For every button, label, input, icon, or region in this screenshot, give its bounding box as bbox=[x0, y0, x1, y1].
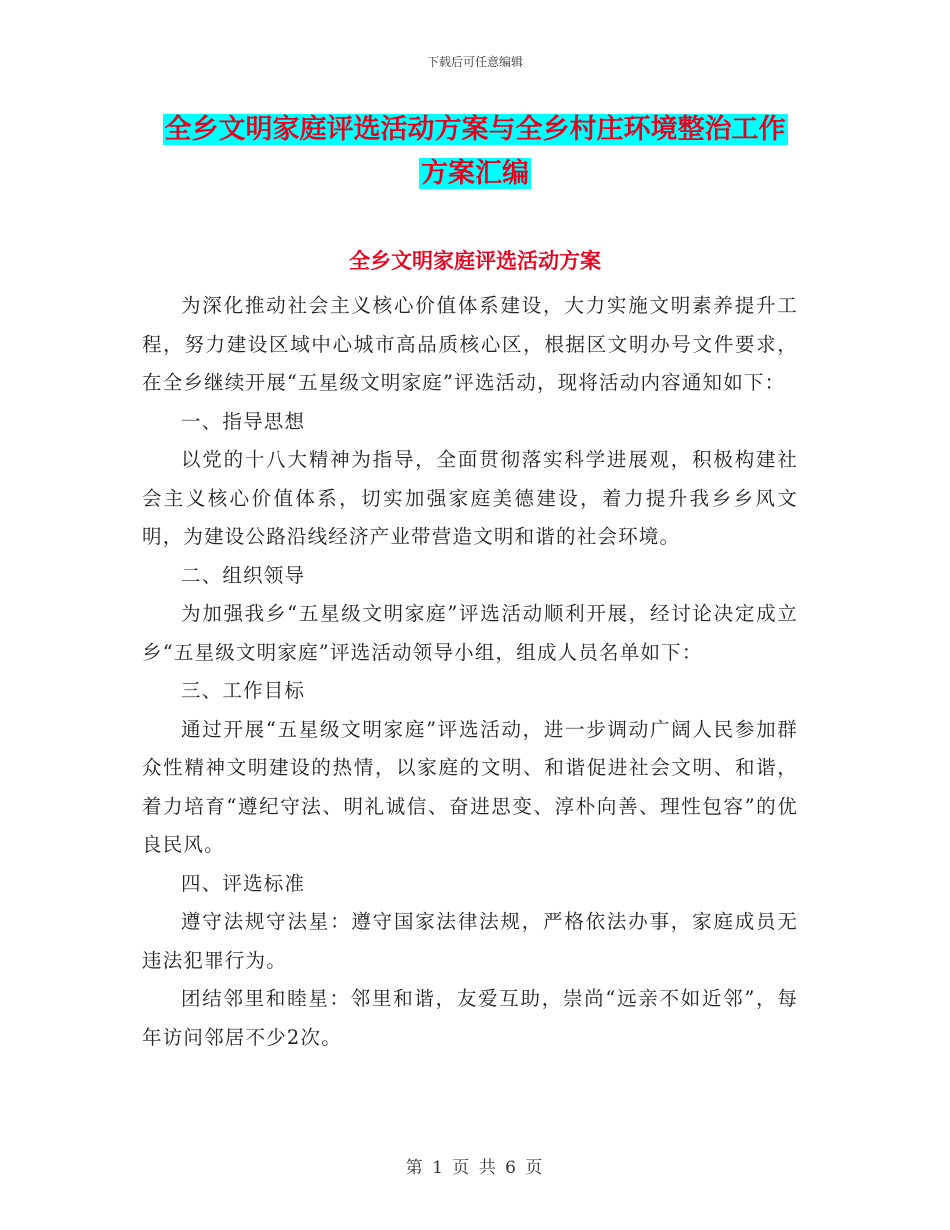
heading-work-goals: 三、工作目标 bbox=[181, 679, 306, 702]
document-title-line-2 bbox=[0, 154, 950, 194]
document-title-highlight-2: 方案汇编 bbox=[421, 158, 529, 189]
heading-guiding-ideology: 一、指导思想 bbox=[181, 409, 306, 433]
paragraph-organization: 为加强我乡“五星级文明家庭”评选活动顺利开展，经讨论决定成立乡“五星级文明家庭”评选活动领导小组，组成人员名单如下： bbox=[142, 602, 798, 664]
header-note: 下载后可任意编辑 bbox=[426, 55, 523, 69]
document-title-highlight-1: 全乡文明家庭评选活动方案与全乡村庄环境整治工作 bbox=[164, 114, 786, 145]
heading-criteria: 四、评选标准 bbox=[181, 871, 306, 895]
paragraph-intro: 为深化推动社会主义核心价值体系建设，大力实施文明素养提升工程，努力建设区域中心城市高品质核心区，根据区文明办号文件要求，在全乡继续开展“五星级文明家庭”评选活动，现将活动内容通知如下： bbox=[142, 294, 798, 394]
paragraph-criteria-neighbor: 团结邻里和睦星：邻里和谐，友爱互助，崇尚“远亲不如近邻”，每年访问邻居不少2次。 bbox=[142, 987, 798, 1049]
paragraph-guiding-ideology: 以党的十八大精神为指导，全面贯彻落实科学进展观，积极构建社会主义核心价值体系，切实加强家庭美德建设，着力提升我乡乡风文明，为建设公路沿线经济产业带营造文明和谐的社会环境。 bbox=[142, 448, 798, 548]
document-title-line-1 bbox=[0, 110, 950, 150]
paragraph-criteria-law: 遵守法规守法星：遵守国家法律法规，严格依法办事，家庭成员无违法犯罪行为。 bbox=[142, 910, 798, 972]
page-footer: 第 1 页 共 6 页 bbox=[405, 1158, 545, 1178]
section-title: 全乡文明家庭评选活动方案 bbox=[349, 249, 601, 273]
heading-organization: 二、组织领导 bbox=[181, 563, 306, 587]
body-text bbox=[142, 287, 798, 1057]
paragraph-work-goals: 通过开展“五星级文明家庭”评选活动，进一步调动广阔人民参加群众性精神文明建设的热情，以家庭的文明、和谐促进社会文明、和谐，着力培育“遵纪守法、明礼诚信、奋进思变、淳朴向善、理性包容”的优良民风。 bbox=[142, 717, 798, 856]
